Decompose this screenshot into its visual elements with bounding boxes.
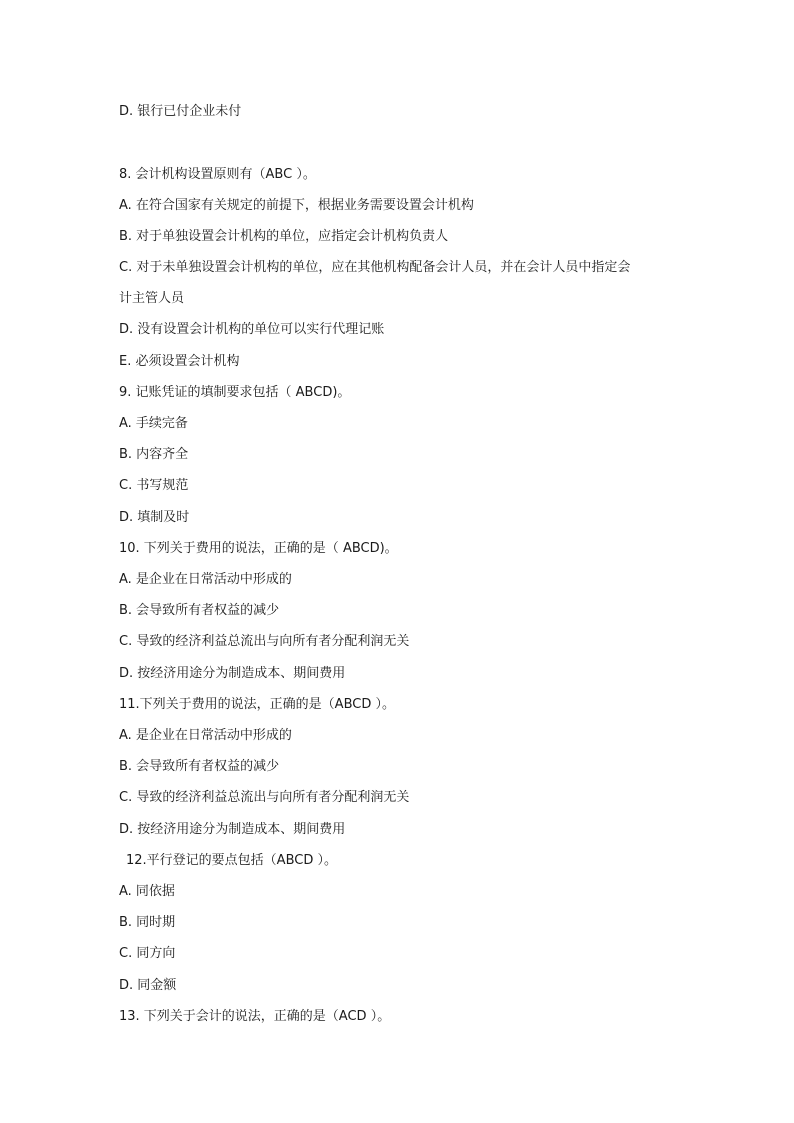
option-line: B. 对于单独设置会计机构的单位，应指定会计机构负责人 (119, 229, 449, 244)
option-line: D. 按经济用途分为制造成本、期间费用 (119, 822, 346, 837)
option-line: A. 是企业在日常活动中形成的 (119, 728, 292, 743)
question-13: 13. 下列关于会计的说法，正确的是（ACD ）。 (119, 1009, 391, 1024)
option-line: D. 银行已付企业未付 (119, 104, 242, 119)
question-8: 8. 会计机构设置原则有（ABC ）。 (119, 167, 316, 182)
option-line: B. 同时期 (119, 915, 176, 930)
option-line: C. 同方向 (119, 946, 176, 961)
option-line-continued: 计主管人员 (119, 291, 185, 306)
option-line: A. 手续完备 (119, 416, 188, 431)
option-line: C. 对于未单独设置会计机构的单位，应在其他机构配备会计人员，并在会计人员中指定会 (119, 260, 631, 275)
option-line: D. 按经济用途分为制造成本、期间费用 (119, 666, 346, 681)
option-line: D. 同金额 (119, 978, 177, 993)
option-line: A. 是企业在日常活动中形成的 (119, 572, 292, 587)
option-line: C. 导致的经济利益总流出与向所有者分配利润无关 (119, 634, 410, 649)
option-line: B. 会导致所有者权益的减少 (119, 603, 280, 618)
option-line: A. 同依据 (119, 884, 175, 899)
option-line: B. 会导致所有者权益的减少 (119, 759, 280, 774)
option-line: B. 内容齐全 (119, 447, 189, 462)
question-10: 10. 下列关于费用的说法，正确的是（ ABCD)。 (119, 541, 398, 556)
option-line: E. 必须设置会计机构 (119, 354, 240, 369)
option-line: A. 在符合国家有关规定的前提下，根据业务需要设置会计机构 (119, 198, 474, 213)
question-11: 11.下列关于费用的说法，正确的是（ABCD ）。 (119, 697, 395, 712)
option-line: C. 导致的经济利益总流出与向所有者分配利润无关 (119, 790, 410, 805)
question-9: 9. 记账凭证的填制要求包括（ ABCD)。 (119, 385, 351, 400)
option-line: D. 没有设置会计机构的单位可以实行代理记账 (119, 322, 385, 337)
question-12: 12.平行登记的要点包括（ABCD ）。 (126, 853, 337, 868)
option-line: D. 填制及时 (119, 510, 190, 525)
option-line: C. 书写规范 (119, 478, 189, 493)
